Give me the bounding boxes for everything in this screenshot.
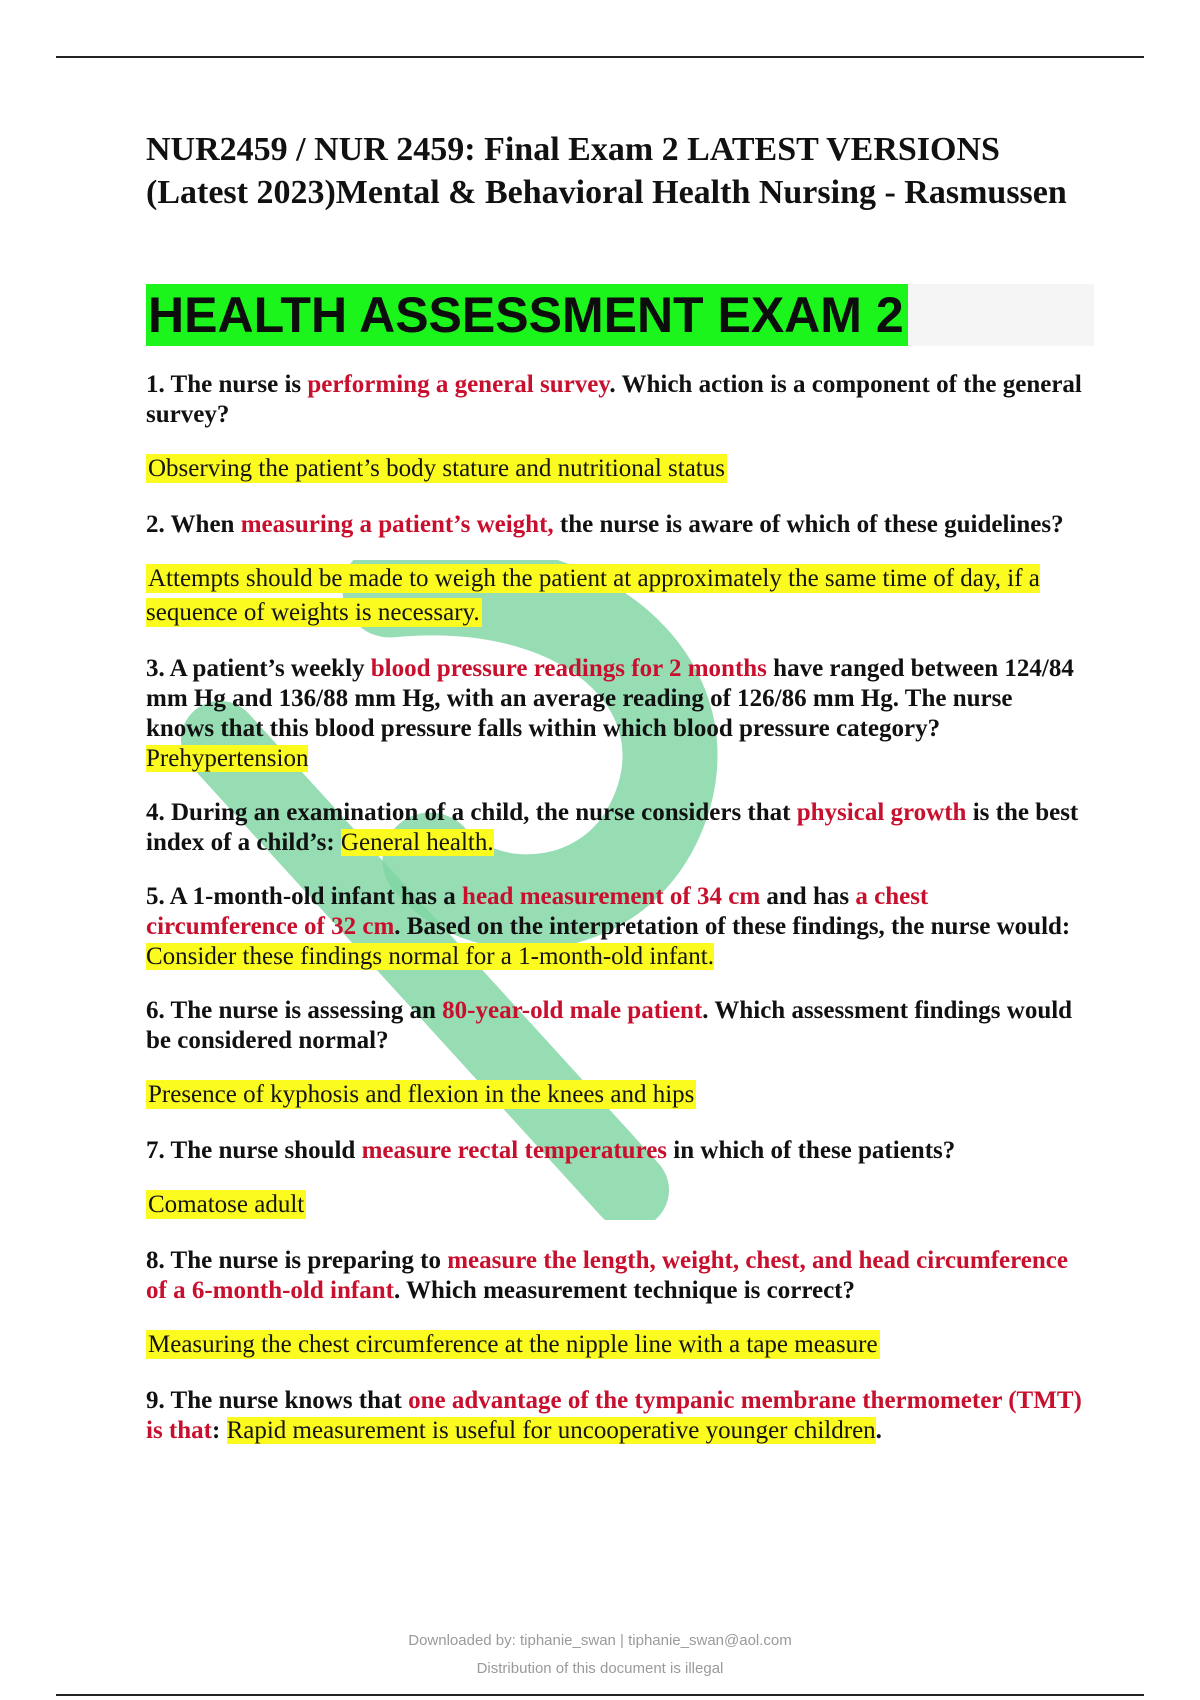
question-text: 5. A 1-month-old infant has a [146, 883, 463, 910]
question [146, 798, 1086, 858]
question-text: 2. When [146, 511, 241, 538]
answer-text: Comatose adult [148, 1191, 305, 1218]
question-text: . Which action is a component of the general survey? [146, 371, 1082, 428]
question-item [146, 370, 1086, 486]
inline-answer: Consider these findings normal for a 1-month-old infant. [146, 943, 714, 970]
question-item [146, 1386, 1086, 1446]
question-text: 4. During an examination of a child, the nurse considers that [146, 799, 797, 826]
answer-text: Observing the patient’s body stature and nutritional status [148, 455, 725, 482]
question-text: 6. The nurse is assessing an [146, 997, 443, 1024]
question-text: 7. The nurse should [146, 1137, 362, 1164]
question-text: 9. The nurse knows that [146, 1387, 409, 1414]
download-notice: Downloaded by: tiphanie_swan | tiphanie_swan@aol.com [408, 1632, 792, 1649]
answer-text: Attempts should be made to weigh the patient at approximately the same time of day, if a sequence of weights is necessary. [146, 565, 1040, 626]
question [146, 370, 1086, 430]
answer [146, 452, 1086, 486]
answer [146, 1078, 1086, 1112]
question-highlight: physical growth [796, 799, 967, 826]
question [146, 510, 1086, 540]
inline-answer: Rapid measurement is useful for uncooperative younger children [226, 1417, 876, 1444]
distribution-notice: Distribution of this document is illegal [476, 1660, 724, 1677]
question-text: : [211, 1417, 227, 1444]
question-highlight: one advantage of the tympanic membrane thermometer (TMT) is that [146, 1387, 1082, 1444]
question-highlight: a chest circumference of 32 cm [146, 883, 929, 940]
question-text: is the best index of a child’s: [146, 799, 1079, 856]
question-text: . Based on the interpretation of these findings, the nurse would: [394, 913, 1071, 940]
question-text: 8. The nurse is preparing to [146, 1247, 448, 1274]
question-highlight: performing a general survey [307, 371, 610, 398]
top-rule [56, 56, 1144, 58]
question-item [146, 1136, 1086, 1222]
question-text: . Which measurement technique is correct? [393, 1277, 855, 1304]
question-text: 3. A patient’s weekly [146, 655, 371, 682]
question-highlight: 80-year-old male patient [442, 997, 703, 1024]
section-heading: HEALTH ASSESSMENT EXAM 2 [146, 284, 908, 346]
question-text: have ranged between 124/84 mm Hg and 136/88 mm Hg, with an average reading of 126/86 mm Hg. The nurse knows that this blood pressure falls within which blood pressure category? [146, 655, 1074, 742]
question [146, 1246, 1086, 1306]
question [146, 1386, 1086, 1446]
question-text: and has [760, 883, 856, 910]
question-highlight: measure rectal temperatures [361, 1137, 668, 1164]
question-highlight: head measurement of 34 cm [462, 883, 761, 910]
question-item [146, 1246, 1086, 1362]
document-title: NUR2459 / NUR 2459: Final Exam 2 LATEST VERSIONS (Latest 2023)Mental & Behavioral Health Nursing - Rasmussen [146, 131, 1067, 211]
question [146, 996, 1086, 1056]
question-item [146, 654, 1086, 774]
answer [146, 1328, 1086, 1362]
inline-answer: Prehypertension [146, 745, 309, 772]
bottom-rule [56, 1694, 1144, 1696]
question-text: . [875, 1417, 882, 1444]
question-item [146, 510, 1086, 630]
document-body [146, 128, 1086, 1446]
question-item [146, 798, 1086, 858]
question-highlight: measuring a patient’s weight, [240, 511, 554, 538]
question-text: in which of these patients? [667, 1137, 956, 1164]
section-heading-row [146, 284, 1086, 346]
answer [146, 562, 1086, 630]
question-item [146, 882, 1086, 972]
question-item [146, 996, 1086, 1112]
answer-text: Measuring the chest circumference at the nipple line with a tape measure [148, 1331, 878, 1358]
question-text: . Which assessment findings would be considered normal? [146, 997, 1073, 1054]
question [146, 882, 1086, 972]
answer-text: Presence of kyphosis and flexion in the knees and hips [148, 1081, 695, 1108]
question [146, 1136, 1086, 1166]
inline-answer: General health. [340, 829, 494, 856]
question-highlight: measure the length, weight, chest, and head circumference of a 6-month-old infant [146, 1247, 1068, 1304]
question-highlight: blood pressure readings for 2 months [370, 655, 767, 682]
question-text: 1. The nurse is [146, 371, 308, 398]
question-text: the nurse is aware of which of these guidelines? [553, 511, 1064, 538]
question [146, 654, 1086, 774]
answer [146, 1188, 1086, 1222]
question-list [146, 370, 1086, 1446]
